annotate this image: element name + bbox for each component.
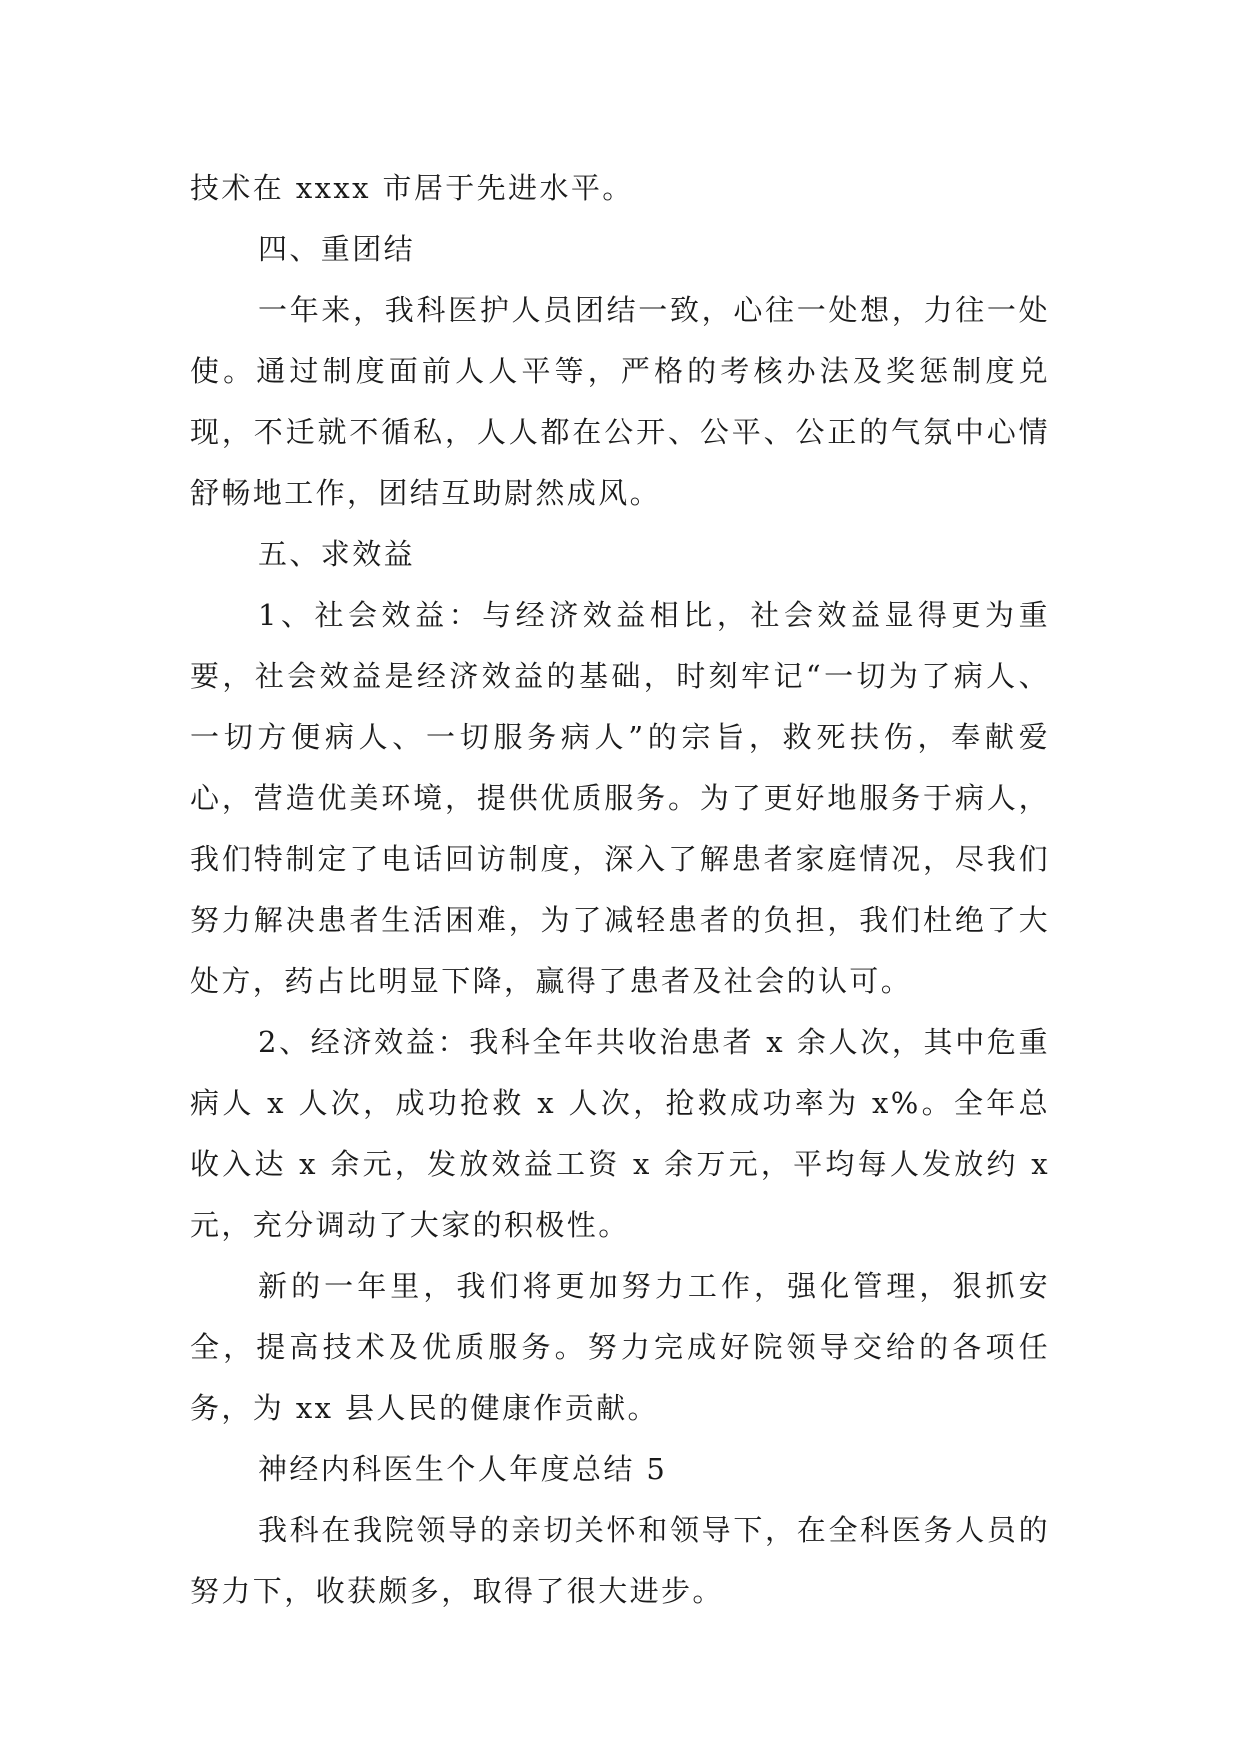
section-heading-benefit: 五、求效益: [258, 537, 416, 571]
paragraph-social-benefit: 1、社会效益：与经济效益相比，社会效益显得更为重要，社会效益是经济效益的基础，时刻牢记“一切为了病人、一切方便病人、一切服务病人”的宗旨，救死扶伤，奉献爱心，营造优美环境，提供优质服务。为了更好地服务于病人，我们特制定了电话回访制度，深入了解患者家庭情况，尽我们努力解决患者生活困难，为了减轻患者的负担，我们杜绝了大处方，药占比明显下降，赢得了患者及社会的认可。: [190, 598, 1050, 998]
document-body: [190, 158, 1050, 1622]
summary-title: 神经内科医生个人年度总结 5: [258, 1452, 668, 1486]
paragraph-unity: 一年来，我科医护人员团结一致，心往一处想，力往一处使。通过制度面前人人平等，严格的考核办法及奖惩制度兑现，不迁就不循私，人人都在公开、公平、公正的气氛中心情舒畅地工作，团结互助尉然成风。: [190, 293, 1050, 510]
paragraph-economic-benefit: 2、经济效益：我科全年共收治患者 x 余人次，其中危重病人 x 人次，成功抢救 x 人次，抢救成功率为 x%。全年总收入达 x 余元，发放效益工资 x 余万元，平均每人发放约 x 元，充分调动了大家的积极性。: [190, 1025, 1050, 1242]
paragraph-new-year: 新的一年里，我们将更加努力工作，强化管理，狠抓安全，提高技术及优质服务。努力完成好院领导交给的各项任务，为 xx 县人民的健康作贡献。: [190, 1269, 1050, 1425]
section-heading-unity: 四、重团结: [258, 232, 416, 266]
paragraph-summary-intro: 我科在我院领导的亲切关怀和领导下，在全科医务人员的努力下，收获颇多，取得了很大进步。: [190, 1513, 1050, 1608]
paragraph-continuation: 技术在 xxxx 市居于先进水平。: [190, 171, 634, 205]
